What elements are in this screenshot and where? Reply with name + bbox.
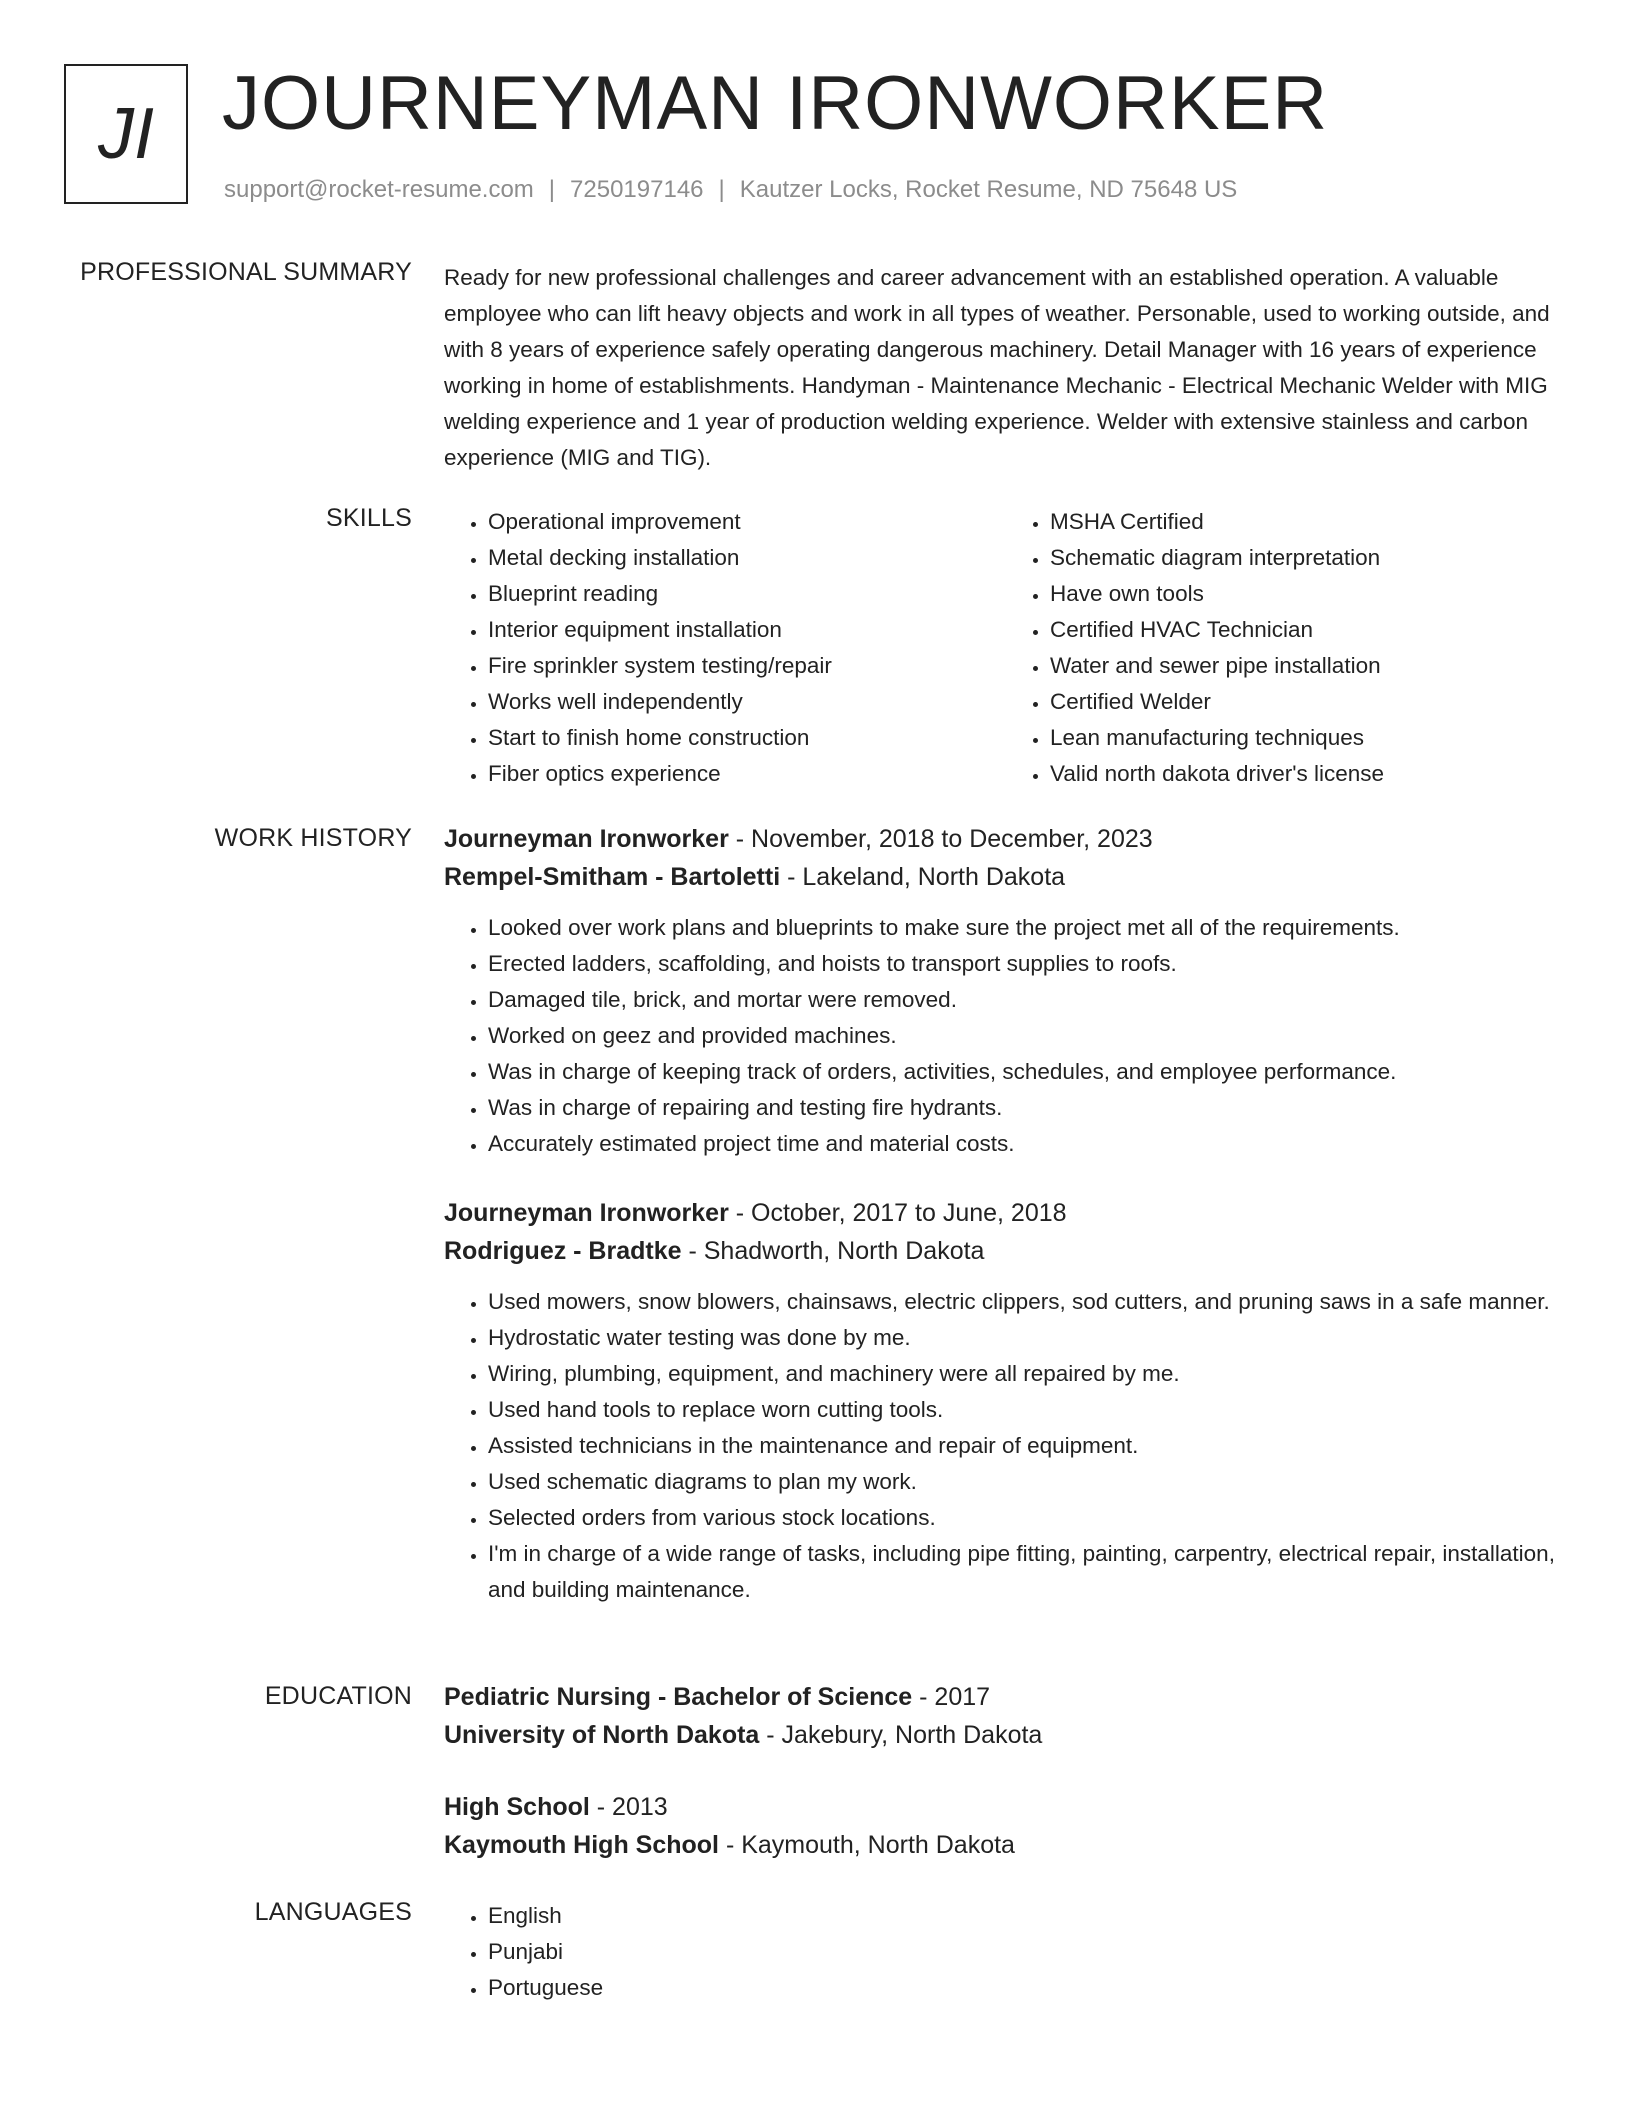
job-duty: • Hydrostatic water testing was done by me.	[488, 1320, 1568, 1356]
job-entry	[444, 1194, 1568, 1608]
education-location: - Kaymouth, North Dakota	[719, 1831, 1015, 1859]
education-degree: Pediatric Nursing - Bachelor of Science	[444, 1683, 913, 1711]
education-body	[444, 1678, 1568, 1864]
candidate-name: JOURNEYMAN IRONWORKER	[222, 61, 1329, 146]
language-item: • Portuguese	[488, 1970, 1568, 2006]
language-item: • English	[488, 1898, 1568, 1934]
skill-item: • Operational improvement	[488, 504, 1006, 540]
skill-item: • Valid north dakota driver's license	[1050, 756, 1568, 792]
job-company: Rempel-Smitham - Bartoletti	[444, 863, 781, 891]
job-company-line	[444, 1232, 1568, 1270]
contact-address: Kautzer Locks, Rocket Resume, ND 75648 US	[739, 176, 1238, 203]
skill-item: • Blueprint reading	[488, 576, 1006, 612]
skill-item: • Works well independently	[488, 684, 1006, 720]
summary-body	[444, 260, 1568, 476]
skills-heading: SKILLS	[326, 504, 412, 532]
job-title-line	[444, 1194, 1568, 1232]
work-history-heading: WORK HISTORY	[214, 824, 412, 852]
education-school-line	[444, 1826, 1568, 1864]
education-school-line	[444, 1716, 1568, 1754]
job-title: Journeyman Ironworker	[444, 825, 729, 853]
skills-list-left	[444, 504, 1006, 792]
education-school: University of North Dakota	[444, 1721, 760, 1749]
education-year: - 2013	[589, 1793, 668, 1821]
job-company-line	[444, 858, 1568, 896]
contact-separator: |	[548, 176, 556, 203]
job-duty: • Was in charge of keeping track of orders, activities, schedules, and employee performance.	[488, 1054, 1568, 1090]
job-company: Rodriguez - Bradtke	[444, 1237, 682, 1265]
job-dates: - October, 2017 to June, 2018	[728, 1199, 1067, 1227]
job-duties-list	[444, 910, 1568, 1162]
job-entry	[444, 820, 1568, 1162]
skill-item: • Schematic diagram interpretation	[1050, 540, 1568, 576]
contact-phone: 7250197146	[570, 176, 704, 203]
skills-body	[444, 504, 1568, 792]
job-duties-list	[444, 1284, 1568, 1608]
job-duty: • Used schematic diagrams to plan my work.	[488, 1464, 1568, 1500]
skill-item: • Interior equipment installation	[488, 612, 1006, 648]
job-duty: • Accurately estimated project time and material costs.	[488, 1126, 1568, 1162]
education-degree-line	[444, 1678, 1568, 1716]
monogram-badge: JI	[64, 64, 188, 204]
skill-item: • MSHA Certified	[1050, 504, 1568, 540]
skill-item: • Lean manufacturing techniques	[1050, 720, 1568, 756]
education-heading: EDUCATION	[264, 1682, 412, 1710]
skill-item: • Start to finish home construction	[488, 720, 1006, 756]
education-entry	[444, 1678, 1568, 1754]
job-duty: • Worked on geez and provided machines.	[488, 1018, 1568, 1054]
job-title-line	[444, 820, 1568, 858]
skill-item: • Certified HVAC Technician	[1050, 612, 1568, 648]
languages-list	[444, 1898, 1568, 2006]
job-title: Journeyman Ironworker	[444, 1199, 729, 1227]
skill-item: • Have own tools	[1050, 576, 1568, 612]
job-duty: • Used mowers, snow blowers, chainsaws, electric clippers, sod cutters, and pruning saws in a safe manner.	[488, 1284, 1568, 1320]
skills-list-right	[1006, 504, 1568, 792]
job-duty: • Damaged tile, brick, and mortar were removed.	[488, 982, 1568, 1018]
education-degree: High School	[444, 1793, 590, 1821]
skill-item: • Water and sewer pipe installation	[1050, 648, 1568, 684]
language-item: • Punjabi	[488, 1934, 1568, 1970]
work-history-body	[444, 820, 1568, 1608]
job-duty: • Selected orders from various stock locations.	[488, 1500, 1568, 1536]
skill-item: • Fiber optics experience	[488, 756, 1006, 792]
languages-heading: LANGUAGES	[254, 1898, 412, 1926]
job-duty: • Erected ladders, scaffolding, and hoists to transport supplies to roofs.	[488, 946, 1568, 982]
job-location: - Shadworth, North Dakota	[681, 1237, 985, 1265]
job-location: - Lakeland, North Dakota	[780, 863, 1066, 891]
education-school: Kaymouth High School	[444, 1831, 719, 1859]
education-degree-line	[444, 1788, 1568, 1826]
job-dates: - November, 2018 to December, 2023	[728, 825, 1153, 853]
contact-line	[224, 176, 1237, 204]
education-entry	[444, 1788, 1568, 1864]
job-duty: • Used hand tools to replace worn cutting tools.	[488, 1392, 1568, 1428]
contact-email: support@rocket-resume.com	[224, 176, 534, 203]
summary-heading: PROFESSIONAL SUMMARY	[80, 258, 412, 286]
resume-header	[64, 61, 1568, 214]
education-year: - 2017	[912, 1683, 991, 1711]
skill-item: • Certified Welder	[1050, 684, 1568, 720]
skill-item: • Fire sprinkler system testing/repair	[488, 648, 1006, 684]
education-location: - Jakebury, North Dakota	[759, 1721, 1043, 1749]
job-duty: • Assisted technicians in the maintenance and repair of equipment.	[488, 1428, 1568, 1464]
job-duty: • Was in charge of repairing and testing fire hydrants.	[488, 1090, 1568, 1126]
job-duty: • Wiring, plumbing, equipment, and machinery were all repaired by me.	[488, 1356, 1568, 1392]
languages-body	[444, 1898, 1568, 2006]
summary-text: Ready for new professional challenges and career advancement with an established operation. A valuable employee who can lift heavy objects and work in all types of weather. Personable, used to working outside, and with 8 years of experience safely operating dangerous machinery. Detail Manager with 16 years of experience working in home of establishments. Handyman - Maintenance Mechanic - Electrical Mechanic Welder with MIG welding experience and 1 year of production welding experience. Welder with extensive stainless and carbon experience (MIG and TIG).	[444, 265, 1550, 470]
contact-separator: |	[718, 176, 725, 203]
job-duty: • Looked over work plans and blueprints to make sure the project met all of the requirements.	[488, 910, 1568, 946]
skill-item: • Metal decking installation	[488, 540, 1006, 576]
job-duty: • I'm in charge of a wide range of tasks, including pipe fitting, painting, carpentry, electrical repair, installation, and building maintenance.	[488, 1536, 1568, 1608]
